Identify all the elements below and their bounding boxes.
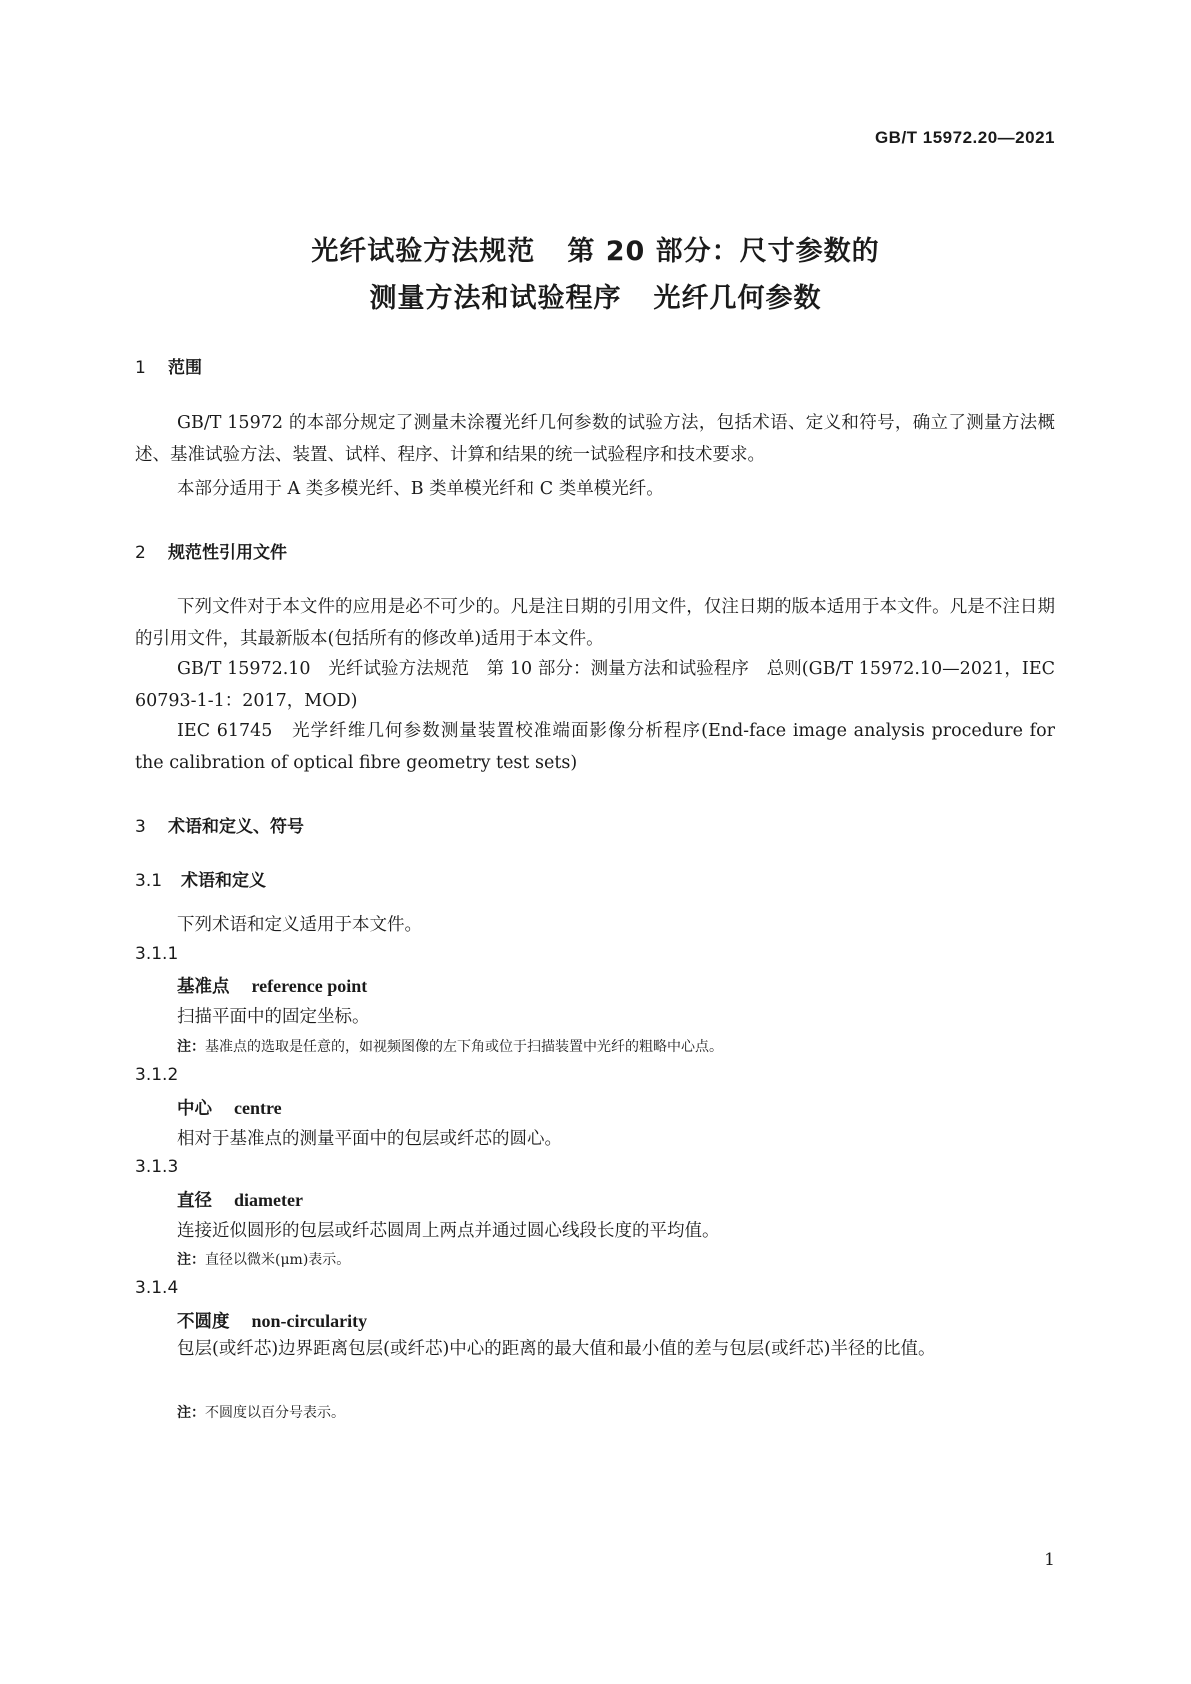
term-definition: 相对于基准点的测量平面中的包层或纤芯的圆心。 — [177, 1129, 562, 1149]
subsection-heading-terms-definitions: 3.1 术语和定义 — [135, 871, 266, 891]
document-title — [0, 228, 1191, 322]
term-number: 3.1.3 — [135, 1157, 179, 1177]
term-note: 注：基准点的选取是任意的，如视频图像的左下角或位于扫描装置中光纤的粗略中心点。 — [177, 1039, 723, 1055]
scope-applicability: 本部分适用于 A 类多模光纤、B 类单模光纤和 C 类单模光纤。 — [177, 479, 664, 499]
term-number: 3.1.4 — [135, 1278, 179, 1298]
term-definition: 包层(或纤芯)边界距离包层(或纤芯)中心的距离的最大值和最小值的差与包层(或纤芯)半径的比值。 — [177, 1339, 936, 1359]
term-heading: 基准点 reference point — [177, 976, 368, 997]
term-note: 注：不圆度以百分号表示。 — [177, 1405, 345, 1421]
term-heading: 中心 centre — [177, 1098, 282, 1119]
term-definition: 连接近似圆形的包层或纤芯圆周上两点并通过圆心线段长度的平均值。 — [177, 1221, 720, 1241]
reference-iec-61745: IEC 61745 光学纤维几何参数测量装置校准端面影像分析程序(End-face image analysis procedure for the calibration of optical fibre geometry test sets) — [135, 721, 1055, 773]
page-number: 1 — [1044, 1550, 1055, 1570]
standard-code: GB/T 15972.20—2021 — [874, 128, 1055, 147]
scope-paragraph: GB/T 15972 的本部分规定了测量未涂覆光纤几何参数的试验方法，包括术语、定义和符号，确立了测量方法概述、基准试验方法、装置、试样、程序、计算和结果的统一试验程序和技术要求。 — [135, 413, 1055, 465]
term-number: 3.1.1 — [135, 944, 179, 964]
term-definition: 扫描平面中的固定坐标。 — [177, 1007, 370, 1027]
term-heading: 不圆度 non-circularity — [177, 1311, 368, 1332]
term-number: 3.1.2 — [135, 1065, 179, 1085]
title-line-2: 测量方法和试验程序 光纤几何参数 — [369, 283, 822, 314]
references-intro: 下列文件对于本文件的应用是必不可少的。凡是注日期的引用文件，仅注日期的版本适用于本文件。凡是不注日期的引用文件，其最新版本(包括所有的修改单)适用于本文件。 — [135, 597, 1055, 649]
terms-lead-sentence: 下列术语和定义适用于本文件。 — [177, 915, 422, 935]
section-heading-terms: 3 术语和定义、符号 — [135, 817, 304, 837]
term-note: 注：直径以微米(μm)表示。 — [177, 1252, 351, 1268]
section-heading-scope: 1 范围 — [135, 358, 202, 378]
reference-gbt-15972-10: GB/T 15972.10 光纤试验方法规范 第 10 部分：测量方法和试验程序 总则(GB/T 15972.10—2021，IEC 60793-1-1：2017，MOD) — [135, 659, 1055, 711]
title-line-1: 光纤试验方法规范 第 20 部分：尺寸参数的 — [311, 236, 880, 267]
term-heading: 直径 diameter — [177, 1190, 303, 1211]
section-heading-normative-references: 2 规范性引用文件 — [135, 543, 287, 563]
